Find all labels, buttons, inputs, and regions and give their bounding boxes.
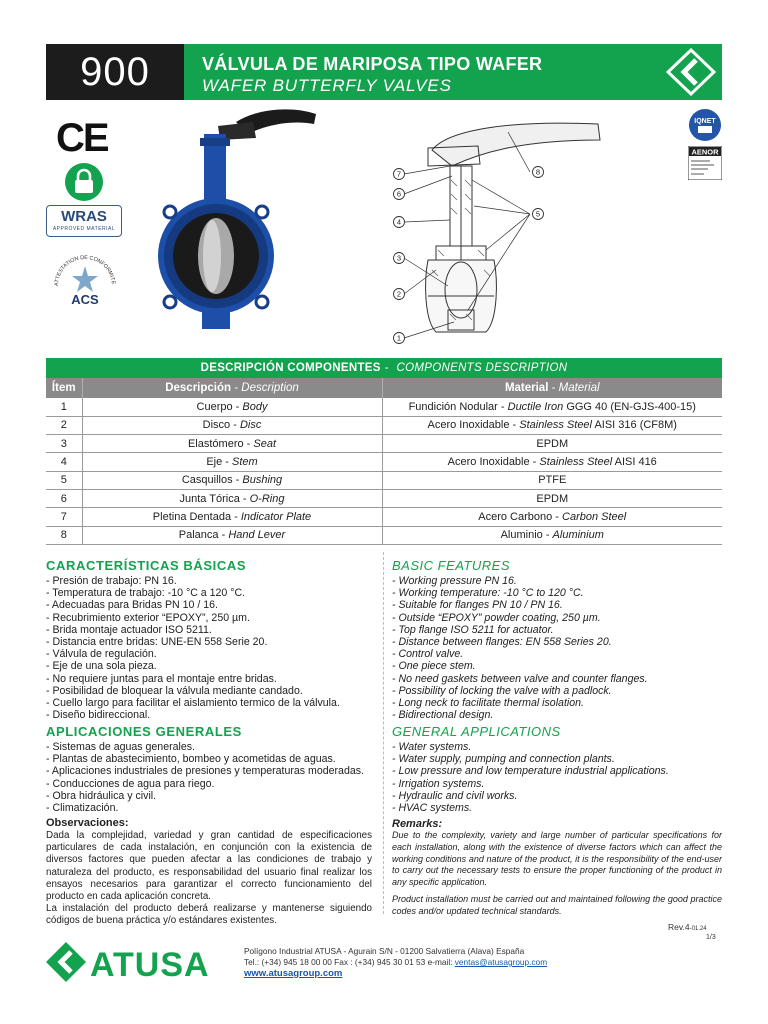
atusa-logo [46,940,226,984]
list-item: - Low pressure and low temperature industrial applications. [392,765,669,778]
table-title-es: DESCRIPCIÓN COMPONENTES [200,362,381,374]
cell-description: Eje - Stem [82,453,382,471]
list-item: - Distancia entre bridas: UNE-EN 558 Serie 20. [46,636,268,649]
apps-es-title: APLICACIONES GENERALES [46,724,242,739]
list-item: - Outside “EPOXY” powder coating, 250 µm. [392,611,601,624]
website-link[interactable]: www.atusagroup.com [244,968,343,979]
cell-description: Palanca - Hand Lever [82,526,382,544]
remarks-es-title: Observaciones: [46,817,129,829]
cell-item: 8 [46,526,82,544]
list-item: - Water supply, pumping and connection plants. [392,753,615,766]
aenor-logo [688,146,722,180]
list-item: - Bidirectional design. [392,709,494,722]
list-item: - Irrigation systems. [392,777,485,790]
remarks-es-p2: La instalación del producto deberá realizarse y mantenerse siguiendo códigos de buena práctica y/o estándares existentes. [46,903,372,927]
list-item: - Cuello largo para facilitar el aislamiento termico de la válvula. [46,697,340,710]
cell-material: EPDM [382,489,722,507]
cell-description: Junta Tórica - O-Ring [82,489,382,507]
list-item: - HVAC systems. [392,802,473,815]
product-number: 900 [46,44,184,100]
page-number: 1/3 [706,934,716,941]
callout-7: 7 [396,169,402,179]
cell-material: Acero Inoxidable - Stainless Steel AISI 416 [382,453,722,471]
cell-item: 1 [46,398,82,416]
list-item: - Control valve. [392,648,464,661]
features-en-title: BASIC FEATURES [392,558,511,573]
wras-badge [46,205,122,237]
list-item: - Posibilidad de bloquear la válvula mediante candado. [46,684,303,697]
col-description: Descripción - Description [82,378,382,398]
table-title-separator: - [384,362,389,374]
remarks-en-p2: Product installation must be carried out and maintained following the good practice codes and/or updated technical standards. [392,894,722,916]
table-row [46,471,722,489]
cell-material: Acero Inoxidable - Stainless Steel AISI 316 (CF8M) [382,416,722,434]
callout-3: 3 [396,253,402,263]
list-item: - Recubrimiento exterior “EPOXY”, 250 µm. [46,611,250,624]
list-item: - Plantas de abastecimiento, bombeo y acometidas de aguas. [46,753,336,766]
list-item: - Possibility of locking the valve with a padlock. [392,684,612,697]
list-item: - Aplicaciones industriales de presiones y temperaturas moderadas. [46,765,364,778]
list-item: - Suitable for flanges PN 10 / PN 16. [392,599,563,612]
apps-es-list [46,741,382,814]
valve-photo [158,104,328,344]
cell-material: Fundición Nodular - Ductile Iron GGG 40 (EN-GJS-400-15) [382,398,722,416]
footer-contact: Tel.: (+34) 945 18 00 00 Fax : (+34) 945 30 01 53 e-mail: ventas@atusagroup.com [244,957,548,967]
list-item: - Sistemas de aguas generales. [46,741,195,753]
list-item: - Hydraulic and civil works. [392,789,518,802]
callout-2: 2 [396,289,402,299]
table-row [46,526,722,544]
remarks-en-p1: Due to the complexity, variety and large number of particular specifications for each installation, along with the existence of diverse factors which can affect the working conditions and nature of the product, it is the responsibility of the end-user to carry out the necessary tests to ensure the proper functioning of the product in any specific application. [392,830,722,888]
list-item: - Water systems. [392,741,472,753]
cell-description: Elastómero - Seat [82,435,382,453]
table-row [46,435,722,453]
cell-item: 3 [46,435,82,453]
table-title-en: COMPONENTS DESCRIPTION [396,362,568,374]
cell-description: Casquillos - Bushing [82,471,382,489]
aenor-label: AENOR [691,147,719,157]
list-item: - No need gaskets between valve and counter flanges. [392,672,648,685]
col-item: Ítem [46,378,82,398]
cell-item: 6 [46,489,82,507]
cell-item: 7 [46,508,82,526]
list-item: - Distance between flanges: EN 558 Series 20. [392,636,612,649]
features-es-list [46,575,382,721]
email-link[interactable]: ventas@atusagroup.com [454,957,548,967]
list-item: - Eje de una sola pieza. [46,660,157,673]
list-item: - Válvula de regulación. [46,648,157,661]
cell-description: Cuerpo - Body [82,398,382,416]
table-row [46,453,722,471]
technical-drawing [388,110,688,350]
cell-material: Aluminio - Aluminium [382,526,722,544]
iqnet-logo [688,108,722,142]
footer-address: Polígono Industrial ATUSA - Agurain S/N - 01200 Salvatierra (Alava) España [244,946,525,956]
list-item: - Presión de trabajo: PN 16. [46,575,177,587]
components-table [46,378,722,545]
callout-4: 4 [396,217,402,227]
table-title [46,358,722,378]
cell-material: PTFE [382,471,722,489]
title-en: WAFER BUTTERFLY VALVES [202,76,452,95]
list-item: - Climatización. [46,802,119,815]
list-item: - Temperatura de trabajo: -10 °C a 120 °C. [46,587,246,600]
cell-material: Acero Carbono - Carbon Steel [382,508,722,526]
col-material: Material - Material [382,378,722,398]
lock-icon [64,162,104,202]
revision: Rev.4-01.24 [668,922,707,932]
iqnet-label: IQNET [694,118,716,125]
callout-5: 5 [535,209,541,219]
features-es-title: CARACTERÍSTICAS BÁSICAS [46,558,247,573]
remarks-es-p1: Dada la complejidad, variedad y gran cantidad de especificaciones particulares de cada instalación, en conjunción con la existencia de diversos factores que pueden afectar a las condiciones de trabajo y naturaleza del producto, es responsabilidad del usuario final realizar los ensayos necesarios para garantizar el correcto funcionamiento del producto en cada aplicación concreta. [46,830,372,903]
list-item: - Top flange ISO 5211 for actuator. [392,623,554,636]
cell-item: 5 [46,471,82,489]
list-item: - Obra hidráulica y civil. [46,789,157,802]
callout-6: 6 [396,189,402,199]
cell-material: EPDM [382,435,722,453]
remarks-en-title: Remarks: [392,818,443,830]
cell-item: 2 [46,416,82,434]
wras-sub-label: APPROVED MATERIAL [52,226,116,232]
list-item: - Long neck to facilitate thermal isolation. [392,697,584,710]
atusa-diamond-icon [666,48,716,96]
wras-label: WRAS [61,208,107,225]
apps-en-title: GENERAL APPLICATIONS [392,724,561,739]
table-row [46,489,722,507]
list-item: - Working pressure PN 16. [392,575,517,587]
acs-label: ACS [71,292,99,307]
atusa-brand: ATUSA [90,946,210,984]
callout-1: 1 [396,333,402,343]
list-item: - Working temperature: -10 °C to 120 °C. [392,587,584,600]
title-es: VÁLVULA DE MARIPOSA TIPO WAFER [202,54,543,74]
cell-description: Pletina Dentada - Indicator Plate [82,508,382,526]
table-row [46,416,722,434]
cell-item: 4 [46,453,82,471]
ce-mark: CE [56,116,108,160]
table-row [46,398,722,416]
list-item: - No requiere juntas para el montaje entre bridas. [46,672,277,685]
callout-8: 8 [535,167,541,177]
list-item: - Brida montaje actuador ISO 5211. [46,623,212,636]
list-item: - Conducciones de agua para riego. [46,777,215,790]
features-en-list [392,575,722,721]
acs-logo [50,252,120,312]
table-row [46,508,722,526]
list-item: - Adecuadas para Bridas PN 10 / 16. [46,599,218,612]
cell-description: Disco - Disc [82,416,382,434]
column-divider [383,552,384,914]
apps-en-list [392,741,722,814]
list-item: - Diseño bidireccional. [46,709,151,722]
acs-ring-text: ATTESTATION DE CONFORMITE [53,254,116,287]
list-item: - One piece stem. [392,660,476,673]
